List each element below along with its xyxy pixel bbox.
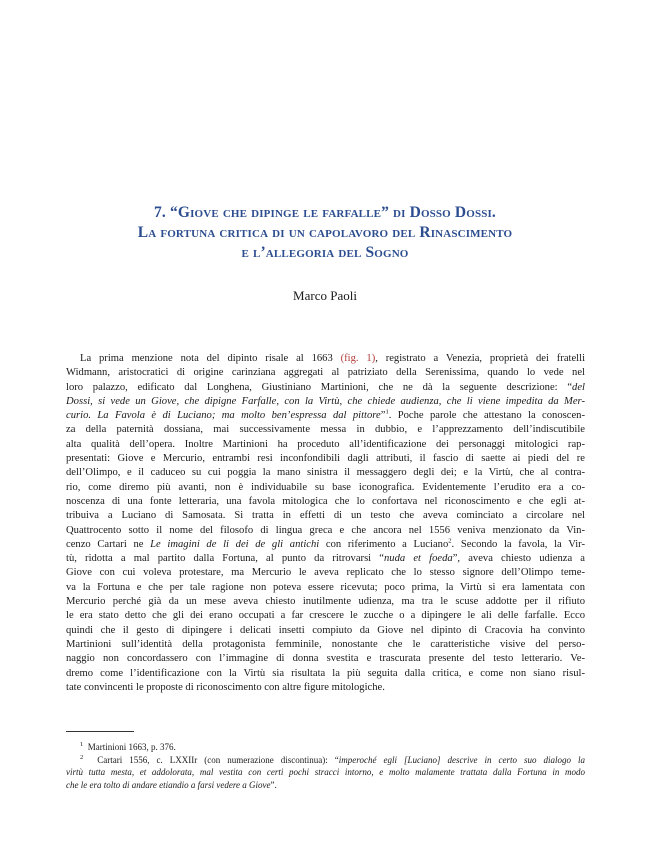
body-line: za della paternità dossiana, mai successivamente messa in dubbio, e l’apprezzamento dell’indiscutibile [66,424,585,436]
footnote-marker[interactable]: 2 [448,537,452,545]
chapter-title-line-3: e l’allegoria del Sogno [241,244,409,261]
body-line: La prima menzione nota del dipinto risale al 1663 (fig. 1), registrato a Venezia, proprietà dei fratelli [80,353,586,364]
author-name: Marco Paoli [293,288,357,303]
body-line: Mercurio perché già da un mese aveva chiesto inutilmente udienza, ma tra le scuse addotte per il rifiuto [66,596,585,608]
body-line: Dossi, si vede un Giove, che dipigne Farfalle, con la Virtù, che chiede audienza, che li viene impedita da Mer- [66,395,585,407]
body-line: alta qualità dell’opera. Inoltre Martinioni ha proceduto all’identificazione dei personaggi mitologici rap- [66,438,585,450]
body-paragraph [66,352,585,695]
body-line: dell’Olimpo, e il caduceo su cui poggia la mano sinistra il messaggero degli dei; e la Virtù, che al contra- [66,467,585,479]
footnote-marker[interactable]: 1 [385,408,389,416]
body-line: dremo come l’identificazione con la Virtù sia risultata la più seguita dalla critica, e come non siano risul- [66,667,585,679]
body-line: noscenza di una fonte letteraria, una favola mitologica che lo confortava nel riconoscimento e che egli at- [66,495,585,507]
chapter-title [0,203,650,263]
footnote-1: $^1$ Martinioni 1663, p. 376. [80,741,176,752]
body-line: tate convincenti le proposte di riconoscimento con altre figure mitologiche. [66,681,385,693]
body-line: Martinioni sull’identità della protagonista femminile, nonostante che le caratteristiche visive del perso- [66,638,585,650]
chapter-title-line-1: 7. “Giove che dipinge le farfalle” di Dosso Dossi. [154,204,496,221]
footnote-2-line: che le era tolto di andare etiandio a farsi vedere a Giove”. [66,779,277,790]
body-line: tù, ridotta a mal partito dalla Fortuna, al punto da ritrovarsi “nuda et foeda”, aveva chiesto udienza a [66,553,586,565]
body-line: quindi che il gesto di dipingere i delicati insetti compiuto da Giove nel dipinto di Cracovia ha convinto [66,624,585,636]
body-line: tribuiva a Luciano di Samosata. Si tratta in effetti di un testo che aveva cominciato a circolare nel [66,510,585,522]
body-line: va la Fortuna e che per tale ragione non poteva essere ricevuta; poco prima, la Virtù si era lamentata con [66,581,585,593]
body-line: cenzo Cartari ne Le imagini de li dei de gli antichi con riferimento a Luciano$^2$. Secondo la favola, la Vir- [66,537,586,550]
body-line: le era stato detto che gli dei erano occupati a far crescere le zucche o a dipingere le ali delle farfalle. Ecco [66,610,585,622]
body-line: rio, come diremo più avanti, non è individuabile su base iconografica. Evidentemente l’erudito era a co- [66,481,585,493]
footnote-2-line: virtù tutta mesta, et addolorata, mal vestita con certi pochi stracci intorno, e molto malamente trattata dalla Fortuna in modo [66,767,585,777]
body-line: naggio non concordassero con l’immagine di donna svestita e trascurata presente del testo letterario. Ve- [66,653,585,665]
body-line: loro palazzo, edificato dal Longhena, Giustiniano Martinioni, che ne dà la seguente descrizione: “del [66,381,585,393]
body-line: Widmann, aristocratici di origine carinziana aggregati al patriziato della Serenissima, quando lo vede nel [66,367,585,379]
footnote-divider [66,731,134,732]
footnote-2: $^2$ Cartari 1556, c. LXXIIr (con numerazione discontinua): “imperoché egli [Luciano] descrive in certo suo dialogo la [80,753,585,765]
body-line: curio. La Favola è di Luciano; ma molto ben’espressa dal pittore”$^1$. Poche parole che attestano la conoscen- [66,408,585,422]
figure-reference-link[interactable]: (fig. 1) [340,353,376,364]
book-title: Le imagini de li dei de gli antichi [150,538,320,550]
body-line: Quattrocento sotto il nome del filosofo di lingua greca e che ancora nel 1556 veniva menzionato da Vin- [66,524,585,536]
chapter-title-line-2: La fortuna critica di un capolavoro del Rinascimento [137,224,513,241]
body-line: Giove con cui voleva protestare, ma Mercurio le aveva replicato che lo stesso signore dell’Olimpo teme- [66,567,585,579]
footnotes [66,741,585,791]
body-line: presentati: Giove e Mercurio, entrambi resi inconfondibili dagli attributi, il fascio di saette ai piedi del re [66,453,585,465]
